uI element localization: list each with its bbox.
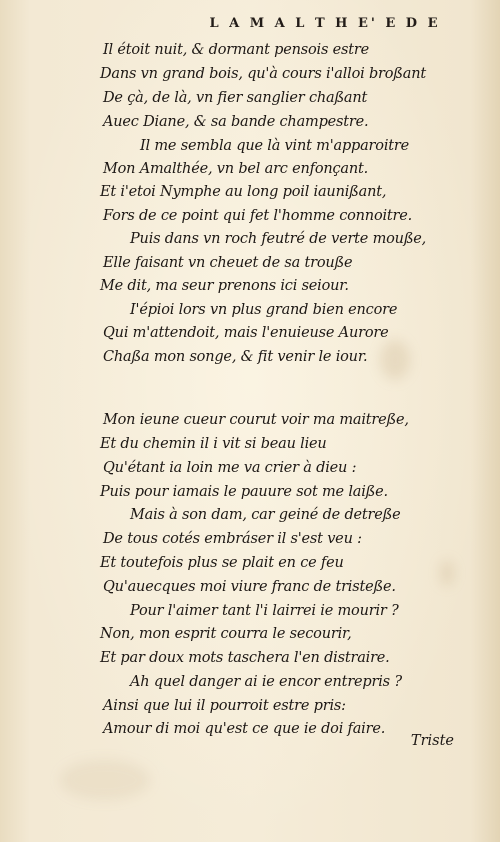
verse-line: Mon Amalthée, vn bel arc enfonçant.: [103, 161, 369, 177]
verse-line: Elle faisant vn cheuet de sa trouße: [103, 255, 353, 271]
verse-line: Fors de ce point qui fet l'homme connoitre.: [103, 208, 413, 224]
verse-line: Et par doux mots taschera l'en distraire.: [100, 650, 390, 666]
running-title: L A M A L T H E' E D E: [209, 16, 441, 31]
verse-line: Mais à son dam, car geiné de detreße: [130, 507, 401, 523]
verse-line: Et toutefois plus se plait en ce feu: [100, 555, 344, 571]
verse-line: Et i'etoi Nymphe au long poil iaunißant,: [100, 184, 387, 200]
verse-line: Qu'étant ia loin me va crier à dieu :: [103, 460, 357, 476]
verse-line: Ainsi que lui il pourroit estre pris:: [103, 698, 346, 714]
verse-line: Il me sembla que là vint m'apparoitre: [140, 138, 409, 154]
verse-line: Puis dans vn roch feutré de verte mouße,: [130, 231, 427, 247]
catchword: Triste: [410, 733, 454, 749]
running-header: [0, 16, 500, 31]
verse-line: De çà, de là, vn fier sanglier chaßant: [103, 90, 368, 106]
paper-stain: [60, 760, 150, 800]
verse-line: Puis pour iamais le pauure sot me laiße.: [100, 484, 388, 500]
verse-line: Amour di moi qu'est ce que ie doi faire.: [103, 721, 386, 737]
verse-line: Non, mon esprit courra le secourir,: [100, 626, 352, 642]
verse-line: Qui m'attendoit, mais l'enuieuse Aurore: [103, 325, 389, 341]
verse-line: Il étoit nuit, & dormant pensois estre: [103, 42, 369, 58]
paper-stain: [380, 340, 410, 380]
verse-line: Chaßa mon songe, & fit venir le iour.: [103, 349, 368, 365]
verse-line: Et du chemin il i vit si beau lieu: [100, 436, 327, 452]
verse-line: Me dit, ma seur prenons ici seiour.: [100, 278, 349, 294]
verse-line: I'épioi lors vn plus grand bien encore: [130, 302, 398, 318]
verse-line: De tous cotés embráser il s'est veu :: [103, 531, 362, 547]
verse-line: Auec Diane, & sa bande champestre.: [103, 114, 369, 130]
verse-line: Dans vn grand bois, qu'à cours i'alloi broßant: [100, 66, 426, 82]
verse-line: Ah quel danger ai ie encor entrepris ?: [130, 674, 402, 690]
paper-stain: [440, 560, 454, 586]
verse-line: Qu'auecques moi viure franc de tristeße.: [103, 579, 396, 595]
verse-line: Pour l'aimer tant l'i lairrei ie mourir ?: [130, 603, 399, 619]
verse-line: Mon ieune cueur courut voir ma maitreße,: [103, 412, 409, 428]
